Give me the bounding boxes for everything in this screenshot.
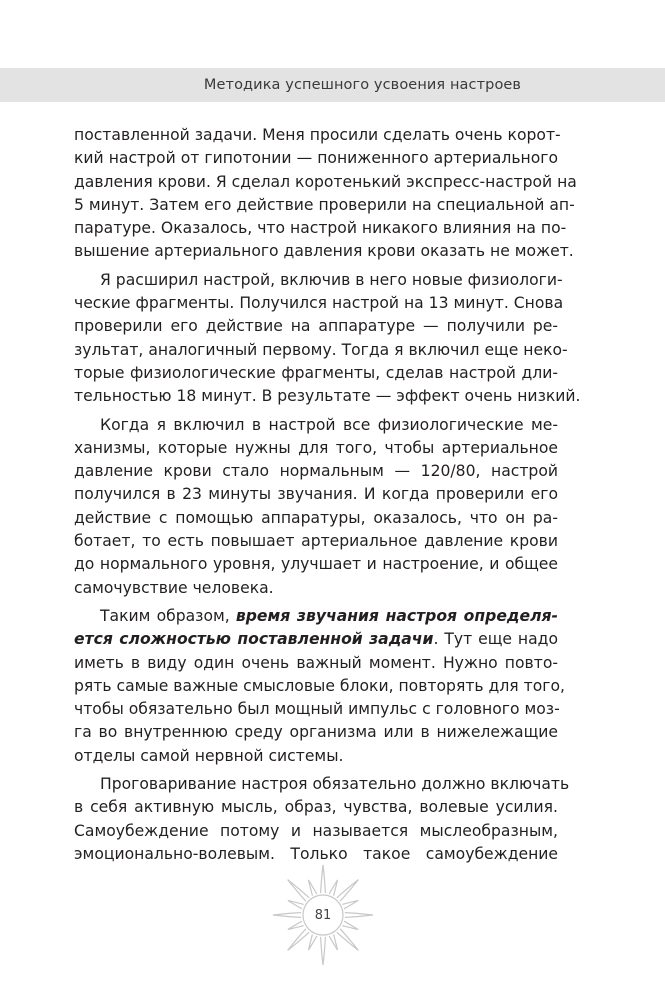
text-line: иметь в виду один очень важный момент. Нужно повто- [74,653,558,672]
text-line: проверили его действие на аппаратуре — получили ре- [74,317,558,336]
text-line: Проговаривание настроя обязательно должно включать [100,775,570,794]
emphasized-text: время звучания настроя определя- [235,606,558,625]
text-line: Когда я включил в настрой все физиологические ме- [100,415,558,434]
text-line: отделы самой нервной системы. [74,746,344,765]
text-line: чтобы обязательно был мощный импульс с головного моз- [74,700,560,719]
text-line: Я расширил настрой, включив в него новые физиологи- [100,270,563,289]
text-line: торые физиологические фрагменты, сделав настрой дли- [74,363,558,382]
text-line: получился в 23 минуты звучания. И когда проверили его [74,485,558,504]
text-run: Таким образом, [100,606,236,625]
text-body [74,124,581,871]
text-line: зультат, аналогичный первому. Тогда я включил еще неко- [74,340,568,359]
running-header-title: Методика успешного усвоения настроев [203,77,522,93]
text-line: ческие фрагменты. Получился настрой на 13 минут. Снова [74,294,564,313]
text-line: ботает, то есть повышает артериальное давление крови [74,532,558,551]
text-line [74,628,558,651]
text-line: давление крови стало нормальным — 120/80, настрой [74,462,558,481]
text-line: поставленной задачи. Меня просили сделать очень корот- [74,126,561,144]
paragraph [74,414,558,600]
text-line: тельностью 18 минут. В результате — эффект очень низкий. [74,387,581,406]
text-line [74,605,558,628]
text-line: действие с помощью аппаратуры, оказалось, что он ра- [74,508,558,527]
text-line: паратуре. Оказалось, что настрой никакого влияния на по- [74,219,567,238]
text-line: эмоционально-волевым. Только такое самоубеждение [74,844,558,863]
text-line: кий настрой от гипотонии — пониженного артериального [74,149,558,168]
text-line: до нормального уровня, улучшает и настроение, и общее [74,555,558,574]
paragraph [74,773,570,866]
text-line: Самоубеждение потому и называется мыслеобразным, [74,821,558,840]
text-run: . Тут еще надо [433,630,558,649]
text-line: га во внутреннюю среду организма или в нижележащие [74,723,558,742]
text-line: самочувствие человека. [74,578,274,597]
text-line: давления крови. Я сделал коротенький экспресс-настрой на [74,172,577,191]
text-line: рять самые важные смысловые блоки, повторять для того, [74,676,565,695]
paragraph [74,269,581,409]
paragraph [74,124,577,264]
text-line: 5 минут. Затем его действие проверили на специальной ап- [74,195,575,214]
running-header [0,68,665,102]
text-line: вышение артериального давления крови оказать не может. [74,242,574,261]
text-line: ханизмы, которые нужны для того, чтобы артериальное [74,438,558,457]
text-line: в себя активную мысль, образ, чувства, волевые усилия. [74,798,558,817]
emphasized-text: ется сложностью поставленной задачи [74,630,434,649]
page-number: 81 [314,907,332,923]
paragraph [74,605,565,768]
page-footer [270,862,376,968]
